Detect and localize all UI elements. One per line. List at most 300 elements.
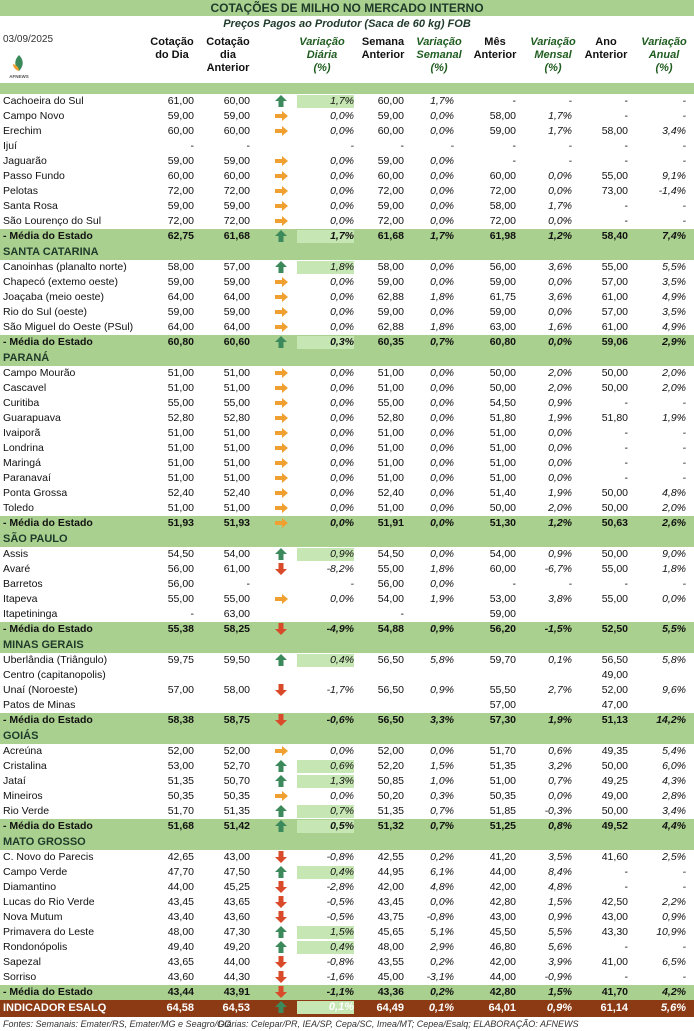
section-header: MINAS GERAIS [0, 637, 694, 653]
cell-9: 61,14 [600, 1002, 628, 1014]
cell-10: 5,5% [662, 261, 686, 273]
cell-9: 50,00 [601, 367, 628, 379]
cell-7: 55,50 [489, 684, 516, 696]
cell-10: 6,0% [662, 760, 686, 772]
cell-4: 0,0% [330, 487, 354, 499]
cell-2: 51,93 [223, 517, 250, 529]
row-label: Lucas do Rio Verde [3, 896, 95, 908]
arrow-up-icon [274, 261, 288, 273]
trend-indicator [274, 548, 288, 560]
cell-8: - [568, 578, 572, 590]
table-row [0, 184, 694, 199]
cell-4: -0,5% [326, 911, 354, 923]
cell-1: 64,00 [167, 321, 194, 333]
cell-8: 0,9% [546, 1002, 572, 1014]
cell-7: 56,20 [489, 623, 516, 635]
cell-7: 58,00 [489, 200, 516, 212]
cell-8: 0,1% [548, 654, 572, 666]
cell-4: 0,0% [330, 110, 354, 122]
cell-7: 60,00 [489, 170, 516, 182]
cell-10: 2,0% [662, 502, 686, 514]
arrow-down-icon [274, 911, 288, 923]
table-row [0, 925, 694, 940]
cell-7: 51,00 [489, 442, 516, 454]
table-row [0, 789, 694, 804]
cell-10: - [682, 472, 686, 484]
cell-5: 54,00 [377, 593, 404, 605]
cell-4: -0,6% [326, 714, 354, 726]
cell-1: 59,00 [167, 155, 194, 167]
cell-8: 0,0% [548, 336, 572, 348]
cell-4: 1,5% [297, 926, 354, 939]
cell-4: 0,0% [330, 215, 354, 227]
cell-10: 3,4% [662, 805, 686, 817]
arrow-up-icon [274, 336, 288, 348]
cell-1: 61,00 [167, 95, 194, 107]
cell-9: 49,25 [601, 775, 628, 787]
cell-6: 0,0% [430, 261, 454, 273]
cell-9: - [624, 881, 628, 893]
cell-5: 50,20 [377, 790, 404, 802]
cell-4: - [350, 578, 354, 590]
cell-8: 2,0% [548, 502, 572, 514]
arrow-up-icon [274, 95, 288, 107]
table-row [0, 486, 694, 501]
arrow-down-icon [274, 623, 288, 635]
cell-5: 60,35 [377, 336, 404, 348]
row-label: Sapezal [3, 956, 41, 968]
cell-4: 0,0% [330, 125, 354, 137]
cell-9: 50,00 [601, 805, 628, 817]
row-label: Centro (capitanopolis) [3, 669, 106, 681]
cell-5: 42,55 [377, 851, 404, 863]
cell-7: 51,00 [489, 472, 516, 484]
cell-2: - [246, 140, 250, 152]
cell-8: 0,0% [548, 427, 572, 439]
cell-5: 51,00 [377, 382, 404, 394]
cell-6: 1,9% [430, 593, 454, 605]
cell-6: 0,0% [430, 306, 454, 318]
col-cotacao-dia [148, 36, 196, 62]
cell-4: 0,3% [297, 336, 354, 349]
cell-5: - [400, 608, 404, 620]
cell-7: 57,30 [489, 714, 516, 726]
cell-9: 73,00 [601, 185, 628, 197]
cell-8: 8,4% [548, 866, 572, 878]
header-line: Semanal [416, 49, 462, 61]
cell-2: 44,30 [223, 971, 250, 983]
cell-8: 1,7% [548, 200, 572, 212]
trend-indicator [274, 472, 288, 484]
arrow-right-icon [274, 487, 288, 499]
arrow-right-icon [274, 276, 288, 288]
cell-9: 41,00 [601, 956, 628, 968]
header-line: Anterior [473, 49, 517, 61]
cell-6: 1,7% [430, 230, 454, 242]
cell-7: 54,00 [489, 548, 516, 560]
table-row [0, 577, 694, 592]
state-average-row [0, 985, 694, 1000]
cell-4: 0,0% [330, 367, 354, 379]
cell-2: 61,68 [223, 230, 250, 242]
arrow-up-icon [274, 654, 288, 666]
cell-5: 52,80 [377, 412, 404, 424]
cell-8: 0,0% [548, 790, 572, 802]
cell-6: 0,7% [430, 820, 454, 832]
cell-4: 0,0% [330, 502, 354, 514]
cell-8: 3,8% [548, 593, 572, 605]
cell-1: 51,35 [167, 775, 194, 787]
state-average-row [0, 713, 694, 728]
table-row [0, 426, 694, 441]
row-label: Passo Fundo [3, 170, 65, 182]
trend-indicator [274, 1001, 288, 1013]
cell-6: 0,0% [430, 578, 454, 590]
cell-8: 4,8% [548, 881, 572, 893]
header-line: Semana [361, 36, 405, 48]
row-label: Jaguarão [3, 155, 47, 167]
cell-7: 51,40 [489, 487, 516, 499]
trend-indicator [274, 790, 288, 802]
table-row [0, 396, 694, 411]
cell-6: 0,0% [430, 367, 454, 379]
cell-9: - [624, 578, 628, 590]
cell-1: 58,00 [167, 261, 194, 273]
cell-1: 72,00 [167, 215, 194, 227]
col-variacao-diaria [290, 36, 354, 75]
cell-2: 51,42 [223, 820, 250, 832]
cell-1: 43,45 [167, 896, 194, 908]
trend-indicator [274, 125, 288, 137]
cell-9: - [624, 457, 628, 469]
trend-indicator [274, 200, 288, 212]
cell-7: 61,98 [489, 230, 516, 242]
arrow-right-icon [274, 457, 288, 469]
cell-6: 0,0% [430, 200, 454, 212]
cell-6: 0,7% [430, 805, 454, 817]
cell-4: -1,7% [326, 684, 354, 696]
row-label: - Média do Estado [3, 623, 93, 635]
cell-8: -0,9% [544, 971, 572, 983]
cell-2: 47,50 [223, 866, 250, 878]
cell-8: 0,0% [548, 442, 572, 454]
cell-4: 0,0% [330, 442, 354, 454]
row-label: Cristalina [3, 760, 47, 772]
cell-7: 42,80 [489, 896, 516, 908]
trend-indicator [274, 654, 288, 666]
cell-8: 1,2% [548, 517, 572, 529]
cell-4: 0,0% [330, 321, 354, 333]
cell-5: 59,00 [377, 306, 404, 318]
cell-4: -2,8% [326, 881, 354, 893]
cell-1: 51,00 [167, 502, 194, 514]
cell-1: 59,00 [167, 306, 194, 318]
cell-10: 4,2% [662, 986, 686, 998]
header-line: Variação [299, 36, 345, 48]
cell-5: 61,68 [377, 230, 404, 242]
cell-6: 1,5% [430, 760, 454, 772]
trend-indicator [274, 714, 288, 726]
arrow-up-icon [274, 1001, 288, 1013]
cell-1: 51,00 [167, 382, 194, 394]
cell-2: 59,00 [223, 200, 250, 212]
cell-1: 43,44 [167, 986, 194, 998]
header-line: Anterior [584, 49, 628, 61]
cell-7: 51,00 [489, 775, 516, 787]
cell-4: 0,0% [330, 517, 354, 529]
col-variacao-semanal [410, 36, 468, 75]
row-label: Rio do Sul (oeste) [3, 306, 88, 318]
cell-6: 3,3% [430, 714, 454, 726]
cell-5: 56,50 [377, 684, 404, 696]
trend-indicator [274, 956, 288, 968]
cell-9: 61,00 [601, 321, 628, 333]
cell-8: 1,5% [548, 896, 572, 908]
cell-5: 51,91 [377, 517, 404, 529]
table-row [0, 260, 694, 275]
cell-1: 49,40 [167, 941, 194, 953]
table-row [0, 895, 694, 910]
cell-1: 51,00 [167, 457, 194, 469]
cell-5: 60,00 [377, 125, 404, 137]
cell-4: 0,0% [330, 412, 354, 424]
row-label: - Média do Estado [3, 714, 93, 726]
cell-6: 0,3% [430, 790, 454, 802]
cell-8: 0,8% [548, 820, 572, 832]
table-row [0, 865, 694, 880]
row-label: Nova Mutum [3, 911, 63, 923]
header-line: (%) [313, 62, 331, 74]
table-row [0, 124, 694, 139]
cell-10: 4,4% [662, 820, 686, 832]
cell-7: 58,00 [489, 110, 516, 122]
table-row [0, 547, 694, 562]
cell-2: 51,35 [223, 805, 250, 817]
cell-5: 43,75 [377, 911, 404, 923]
cell-6: 0,0% [430, 397, 454, 409]
cell-1: 56,00 [167, 563, 194, 575]
arrow-up-icon [274, 760, 288, 772]
arrow-right-icon [274, 382, 288, 394]
cell-7: 59,00 [489, 306, 516, 318]
cell-4: -0,5% [326, 896, 354, 908]
cell-6: 1,7% [430, 95, 454, 107]
table-row [0, 759, 694, 774]
row-label: Uberlândia (Triângulo) [3, 654, 108, 666]
table-row [0, 562, 694, 577]
cell-1: 52,00 [167, 745, 194, 757]
trend-indicator [274, 110, 288, 122]
col-variacao-anual [636, 36, 692, 75]
cell-7: 42,00 [489, 881, 516, 893]
cell-7: 59,00 [489, 125, 516, 137]
cell-10: - [682, 200, 686, 212]
trend-indicator [274, 321, 288, 333]
cell-9: - [624, 95, 628, 107]
cell-8: -0,3% [544, 805, 572, 817]
cell-8: 0,0% [548, 306, 572, 318]
cell-10: - [682, 155, 686, 167]
section-header: PARANÁ [0, 350, 694, 366]
cell-2: 64,00 [223, 291, 250, 303]
cell-8: 0,6% [548, 745, 572, 757]
arrow-up-icon [274, 941, 288, 953]
cell-9: 50,00 [601, 502, 628, 514]
cell-4: 0,0% [330, 472, 354, 484]
cell-5: 62,88 [377, 291, 404, 303]
cell-10: - [682, 215, 686, 227]
cell-9: - [624, 971, 628, 983]
table-row [0, 214, 694, 229]
row-label: Acreúna [3, 745, 43, 757]
cell-9: 42,50 [601, 896, 628, 908]
row-label: - Média do Estado [3, 230, 93, 242]
cell-10: - [682, 95, 686, 107]
table-row [0, 653, 694, 668]
cell-2: 51,00 [223, 382, 250, 394]
arrow-right-icon [274, 517, 288, 529]
cell-1: 60,00 [167, 170, 194, 182]
cell-7: 46,80 [489, 941, 516, 953]
cell-8: - [568, 140, 572, 152]
cell-9: 47,00 [601, 699, 628, 711]
cell-7: 56,00 [489, 261, 516, 273]
cell-1: 52,40 [167, 487, 194, 499]
cell-4: 0,5% [297, 820, 354, 833]
cell-2: 43,65 [223, 896, 250, 908]
cell-4: -1,1% [326, 986, 354, 998]
cell-4: 0,0% [330, 790, 354, 802]
trend-indicator [274, 896, 288, 908]
cell-6: 0,0% [430, 412, 454, 424]
table-row [0, 305, 694, 320]
cell-5: 51,00 [377, 442, 404, 454]
cell-2: 64,53 [222, 1002, 250, 1014]
cell-2: 50,70 [223, 775, 250, 787]
cell-10: 5,6% [660, 1002, 686, 1014]
trend-indicator [274, 276, 288, 288]
row-label: - Média do Estado [3, 517, 93, 529]
cell-4: 1,7% [297, 95, 354, 108]
row-label: Campo Novo [3, 110, 65, 122]
cell-1: 59,00 [167, 200, 194, 212]
cell-2: 43,00 [223, 851, 250, 863]
section-header: MATO GROSSO [0, 834, 694, 850]
row-label: São Miguel do Oeste (PSul) [3, 321, 134, 333]
cell-7: 50,00 [489, 367, 516, 379]
cell-4: 0,0% [330, 427, 354, 439]
cell-9: - [624, 215, 628, 227]
row-label: Rondonópolis [3, 941, 68, 953]
row-label: São Lourenço do Sul [3, 215, 102, 227]
row-label: Londrina [3, 442, 44, 454]
row-label: Itapeva [3, 593, 38, 605]
trend-indicator [274, 866, 288, 878]
cell-4 [297, 669, 354, 682]
cell-8: - [568, 95, 572, 107]
row-label: - Média do Estado [3, 820, 93, 832]
cell-8: 1,7% [548, 110, 572, 122]
cell-4: 1,8% [297, 261, 354, 274]
trend-indicator [274, 971, 288, 983]
trend-indicator [274, 261, 288, 273]
cell-10: 4,8% [662, 487, 686, 499]
trend-indicator [274, 851, 288, 863]
afnews-logo-icon [8, 52, 30, 80]
cell-2: 52,80 [223, 412, 250, 424]
cell-10: 1,9% [662, 412, 686, 424]
cell-10: 4,9% [662, 321, 686, 333]
col-cotacao-anterior [200, 36, 256, 75]
cell-1: - [190, 140, 194, 152]
header-line: Diária [306, 49, 338, 61]
cell-2: 58,00 [223, 684, 250, 696]
cell-8: 0,0% [548, 185, 572, 197]
cell-5: 59,00 [377, 155, 404, 167]
trend-indicator [274, 412, 288, 424]
cell-7: 42,00 [489, 956, 516, 968]
header-line: Anterior [206, 62, 250, 74]
trend-indicator [274, 457, 288, 469]
cell-9: 49,00 [601, 669, 628, 681]
cell-10: 10,9% [656, 926, 686, 938]
cell-10: 1,8% [662, 563, 686, 575]
cell-9: 61,00 [601, 291, 628, 303]
cell-4: 0,9% [297, 548, 354, 561]
cell-1: 59,75 [167, 654, 194, 666]
cell-6: 0,9% [430, 623, 454, 635]
row-label: Assis [3, 548, 29, 560]
row-label: Santa Rosa [3, 200, 58, 212]
cell-2: 60,60 [223, 336, 250, 348]
trend-indicator [274, 502, 288, 514]
cell-5: 72,00 [377, 215, 404, 227]
cell-8: 1,9% [548, 487, 572, 499]
row-label: Jataí [3, 775, 26, 787]
cell-7: 45,50 [489, 926, 516, 938]
row-label: Patos de Minas [3, 699, 76, 711]
cell-8: 3,6% [548, 261, 572, 273]
cell-10: 5,4% [662, 745, 686, 757]
row-label: Canoinhas (planalto norte) [3, 261, 127, 273]
table-row [0, 804, 694, 819]
cell-4 [297, 699, 354, 712]
cell-7: 50,35 [489, 790, 516, 802]
cell-4: 0,0% [330, 170, 354, 182]
cell-5: 52,20 [377, 760, 404, 772]
cell-9: 49,35 [601, 745, 628, 757]
cell-4: - [350, 140, 354, 152]
arrow-up-icon [274, 866, 288, 878]
cell-1: 51,70 [167, 805, 194, 817]
cell-6: 0,0% [430, 548, 454, 560]
row-label: Maringá [3, 457, 41, 469]
trend-indicator [274, 487, 288, 499]
cell-2: 58,25 [223, 623, 250, 635]
table-row [0, 744, 694, 759]
cell-8: 1,6% [548, 321, 572, 333]
cell-10: - [682, 397, 686, 409]
cell-7: 59,00 [489, 276, 516, 288]
col-semana-anterior [358, 36, 408, 62]
state-average-row [0, 622, 694, 637]
cell-2: 47,30 [223, 926, 250, 938]
trend-indicator [274, 911, 288, 923]
header-line: Cotação [150, 36, 194, 48]
trend-indicator [274, 95, 288, 107]
table-row [0, 850, 694, 865]
cell-7: 51,35 [489, 760, 516, 772]
